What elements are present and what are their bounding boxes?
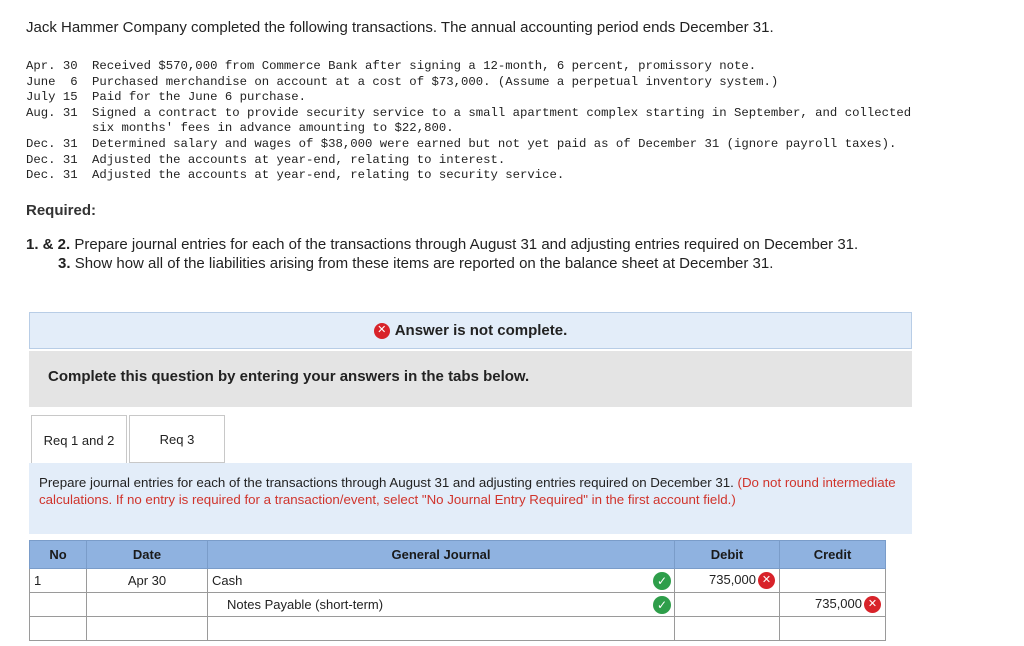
check-circle-icon: ✓	[653, 572, 671, 590]
header-general-journal: General Journal	[208, 541, 675, 569]
transaction-text: Signed a contract to provide security service to a small apartment complex starting in September, and collected	[92, 105, 912, 120]
transaction-date: Dec. 31	[26, 136, 78, 151]
entry-number-cell[interactable]	[30, 617, 87, 641]
table-row	[30, 617, 886, 641]
account-field[interactable]	[208, 593, 675, 617]
x-circle-icon: ✕	[374, 323, 390, 339]
requirement-3	[58, 255, 773, 272]
transaction-date: Dec. 31	[26, 152, 78, 167]
answer-status-text: Answer is not complete.	[394, 322, 568, 339]
account-field[interactable]	[208, 617, 675, 641]
transaction-row	[26, 75, 911, 91]
table-row	[30, 593, 886, 617]
credit-field[interactable]	[780, 593, 886, 617]
transaction-date: Apr. 30	[26, 59, 78, 73]
account-field[interactable]	[208, 569, 675, 593]
transaction-text: Determined salary and wages of $38,000 were earned but not yet paid as of December 31 (ignore payroll taxes).	[92, 136, 897, 151]
instruction-note: (Do not round intermediate calculations. If no entry is required for a transaction/event, select "No Journal Entry Required" in the first account field.)	[39, 475, 896, 507]
check-circle-icon: ✓	[653, 596, 671, 614]
date-cell[interactable]	[87, 617, 208, 641]
transaction-row	[26, 106, 911, 122]
transaction-date	[26, 121, 92, 137]
transaction-date: Aug. 31	[26, 105, 78, 120]
date-cell[interactable]	[87, 593, 208, 617]
x-circle-icon: ✕	[864, 596, 881, 613]
transaction-text: Received $570,000 from Commerce Bank after signing a 12-month, 6 percent, promissory note.	[92, 59, 757, 73]
transaction-text: Adjusted the accounts at year-end, relating to interest.	[92, 152, 506, 167]
transactions-list	[26, 59, 911, 184]
transaction-row	[26, 137, 911, 153]
transaction-row	[26, 90, 911, 106]
credit-field-value: 735,000	[815, 595, 862, 611]
instruction-text: Prepare journal entries for each of the transactions through August 31 and adjusting entries required on December 31.	[39, 475, 734, 490]
complete-prompt-bar	[29, 351, 912, 407]
instruction-panel	[29, 463, 912, 534]
transaction-date: July 15	[26, 90, 78, 105]
requirement-1-2-text: Prepare journal entries for each of the transactions through August 31 and adjusting entries required on December 31.	[74, 236, 859, 253]
header-credit: Credit	[780, 541, 886, 569]
credit-field[interactable]	[780, 617, 886, 641]
tab-req-3[interactable]	[129, 415, 225, 463]
transaction-row	[26, 59, 911, 75]
complete-prompt-text: Complete this question by entering your answers in the tabs below.	[48, 368, 530, 385]
transaction-text: Adjusted the accounts at year-end, relating to security service.	[92, 168, 565, 183]
answer-status-banner	[29, 312, 912, 349]
requirement-1-2-number: 1. & 2.	[26, 236, 71, 253]
header-no: No	[30, 541, 87, 569]
entry-number-cell[interactable]	[30, 593, 87, 617]
header-date: Date	[87, 541, 208, 569]
date-cell[interactable]: Apr 30	[87, 569, 208, 593]
requirement-3-number: 3.	[58, 255, 71, 272]
requirement-1-2	[26, 236, 858, 253]
entry-number-cell[interactable]: 1	[30, 569, 87, 593]
required-heading: Required:	[26, 202, 97, 219]
x-circle-icon: ✕	[758, 572, 775, 589]
tab-req-1-and-2[interactable]	[31, 415, 127, 465]
table-row	[30, 569, 886, 593]
tab-label: Req 3	[159, 431, 195, 447]
tab-label: Req 1 and 2	[43, 433, 115, 448]
journal-header-row	[30, 541, 886, 569]
transaction-row	[26, 153, 911, 169]
transaction-text: six months' fees in advance amounting to $22,800.	[92, 121, 454, 136]
transaction-row	[26, 121, 911, 137]
header-debit: Debit	[675, 541, 780, 569]
debit-field[interactable]	[675, 617, 780, 641]
requirement-3-text: Show how all of the liabilities arising from these items are reported on the balance sheet at December 31.	[74, 255, 774, 272]
account-name: Notes Payable (short-term)	[227, 597, 384, 612]
problem-intro: Jack Hammer Company completed the following transactions. The annual accounting period ends December 31.	[26, 19, 774, 36]
credit-field[interactable]	[780, 569, 886, 593]
account-name: Cash	[212, 573, 243, 588]
debit-field[interactable]	[675, 569, 780, 593]
debit-field[interactable]	[675, 593, 780, 617]
debit-field-value: 735,000	[709, 571, 756, 587]
transaction-text: Paid for the June 6 purchase.	[92, 90, 307, 105]
transaction-text: Purchased merchandise on account at a cost of $73,000. (Assume a perpetual inventory system.)	[92, 74, 779, 89]
transaction-row	[26, 168, 911, 184]
general-journal-table	[29, 540, 886, 641]
transaction-date: June 6	[26, 74, 78, 89]
transaction-date: Dec. 31	[26, 168, 78, 183]
